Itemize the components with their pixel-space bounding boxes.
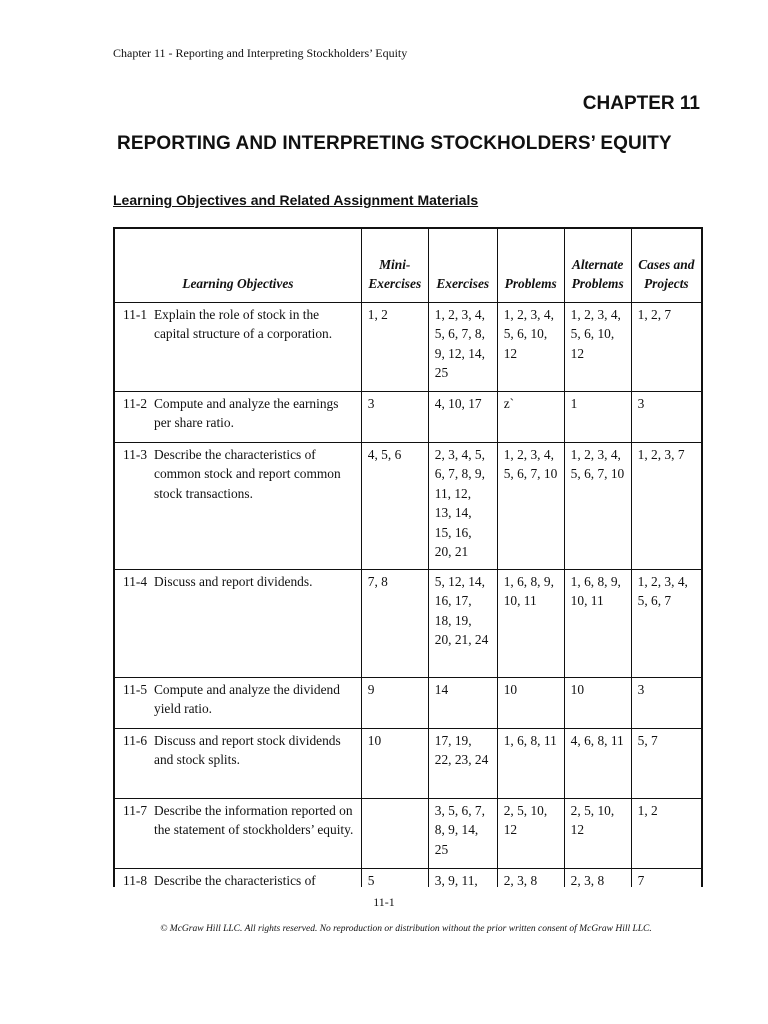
alternate-problems-cell: 1, 6, 8, 9, 10, 11	[564, 569, 631, 677]
header-mini-exercises: Mini- Exercises	[361, 228, 428, 302]
exercises-cell: 5, 12, 14, 16, 17, 18, 19, 20, 21, 24	[428, 569, 497, 677]
mini-exercises-cell: 1, 2	[361, 302, 428, 391]
page-number: 11-1	[373, 895, 395, 909]
table-row	[114, 569, 702, 677]
objective-text: Compute and analyze the dividend yield ratio.	[154, 681, 340, 716]
table-row	[114, 868, 702, 887]
alternate-problems-cell: 1, 2, 3, 4, 5, 6, 10, 12	[564, 302, 631, 391]
table-row	[114, 728, 702, 798]
objective-cell	[114, 569, 361, 677]
mini-exercises-cell: 5	[361, 868, 428, 887]
problems-cell: 2, 3, 8	[497, 868, 564, 887]
objective-text: Discuss and report dividends.	[154, 573, 313, 589]
problems-cell: 10	[497, 677, 564, 728]
exercises-cell: 4, 10, 17	[428, 391, 497, 442]
exercises-cell: 3, 5, 6, 7, 8, 9, 14, 25	[428, 798, 497, 868]
problems-cell: 1, 2, 3, 4, 5, 6, 10, 12	[497, 302, 564, 391]
problems-cell: 1, 2, 3, 4, 5, 6, 7, 10	[497, 442, 564, 569]
header-problems: Problems	[497, 228, 564, 302]
alternate-problems-cell: 1, 2, 3, 4, 5, 6, 7, 10	[564, 442, 631, 569]
exercises-cell: 14	[428, 677, 497, 728]
objective-number: 11-3	[123, 446, 148, 462]
header-alternate-problems: Alternate Problems	[564, 228, 631, 302]
alternate-problems-cell: 4, 6, 8, 11	[564, 728, 631, 798]
problems-cell: 1, 6, 8, 9, 10, 11	[497, 569, 564, 677]
objective-cell	[114, 442, 361, 569]
exercises-cell: 2, 3, 4, 5, 6, 7, 8, 9, 11, 12, 13, 14, 15, 16, 20, 21	[428, 442, 497, 569]
objective-number: 11-6	[123, 732, 148, 748]
mini-exercises-cell: 10	[361, 728, 428, 798]
objective-cell	[114, 391, 361, 442]
objective-number: 11-1	[123, 306, 148, 322]
cases-projects-cell: 1, 2, 7	[631, 302, 702, 391]
header-learning-objectives: Learning Objectives	[114, 228, 361, 302]
objective-text: Describe the information reported on the statement of stockholders’ equity.	[154, 802, 354, 837]
alternate-problems-cell: 2, 3, 8	[564, 868, 631, 887]
objective-number: 11-2	[123, 395, 148, 411]
cases-projects-cell: 1, 2, 3, 7	[631, 442, 702, 569]
running-header: Chapter 11 - Reporting and Interpreting Stockholders’ Equity	[113, 46, 408, 60]
objective-number: 11-7	[123, 802, 148, 818]
cases-projects-cell: 3	[631, 391, 702, 442]
exercises-cell: 17, 19, 22, 23, 24	[428, 728, 497, 798]
chapter-number: CHAPTER 11	[582, 93, 700, 114]
objective-number: 11-4	[123, 573, 148, 589]
table-row	[114, 677, 702, 728]
objective-cell	[114, 728, 361, 798]
copyright-notice: © McGraw Hill LLC. All rights reserved. No reproduction or distribution without the prior written consent of McGraw Hill LLC.	[160, 924, 652, 934]
objective-number: 11-8	[123, 872, 148, 887]
table-row	[114, 442, 702, 569]
objective-text: Explain the role of stock in the capital structure of a corporation.	[154, 306, 333, 341]
header-exercises: Exercises	[428, 228, 497, 302]
objective-text: Describe the characteristics of	[154, 872, 316, 887]
objective-text: Describe the characteristics of common stock and report common stock transactions.	[154, 446, 341, 501]
table-row	[114, 798, 702, 868]
objective-number: 11-5	[123, 681, 148, 697]
cases-projects-cell: 1, 2, 3, 4, 5, 6, 7	[631, 569, 702, 677]
cases-projects-cell: 5, 7	[631, 728, 702, 798]
table-row	[114, 391, 702, 442]
alternate-problems-cell: 1	[564, 391, 631, 442]
problems-cell: z`	[497, 391, 564, 442]
header-cases-projects: Cases and Projects	[631, 228, 702, 302]
alternate-problems-cell: 10	[564, 677, 631, 728]
section-heading: Learning Objectives and Related Assignment Materials	[113, 192, 479, 208]
mini-exercises-cell: 7, 8	[361, 569, 428, 677]
problems-cell: 2, 5, 10, 12	[497, 798, 564, 868]
objective-cell	[114, 302, 361, 391]
table-row	[114, 302, 702, 391]
cases-projects-cell: 1, 2	[631, 798, 702, 868]
cases-projects-cell: 3	[631, 677, 702, 728]
mini-exercises-cell: 4, 5, 6	[361, 442, 428, 569]
mini-exercises-cell: 9	[361, 677, 428, 728]
cases-projects-cell: 7	[631, 868, 702, 887]
objective-text: Discuss and report stock dividends and stock splits.	[154, 732, 341, 767]
objective-text: Compute and analyze the earnings per share ratio.	[154, 395, 339, 430]
objective-cell	[114, 868, 361, 887]
alternate-problems-cell: 2, 5, 10, 12	[564, 798, 631, 868]
objective-cell	[114, 798, 361, 868]
table-viewport	[113, 227, 703, 887]
mini-exercises-cell: 3	[361, 391, 428, 442]
assignment-table	[113, 227, 703, 887]
problems-cell: 1, 6, 8, 11	[497, 728, 564, 798]
mini-exercises-cell	[361, 798, 428, 868]
chapter-title: REPORTING AND INTERPRETING STOCKHOLDERS’ EQUITY	[117, 133, 672, 154]
exercises-cell: 3, 9, 11,	[428, 868, 497, 887]
objective-cell	[114, 677, 361, 728]
exercises-cell: 1, 2, 3, 4, 5, 6, 7, 8, 9, 12, 14, 25	[428, 302, 497, 391]
